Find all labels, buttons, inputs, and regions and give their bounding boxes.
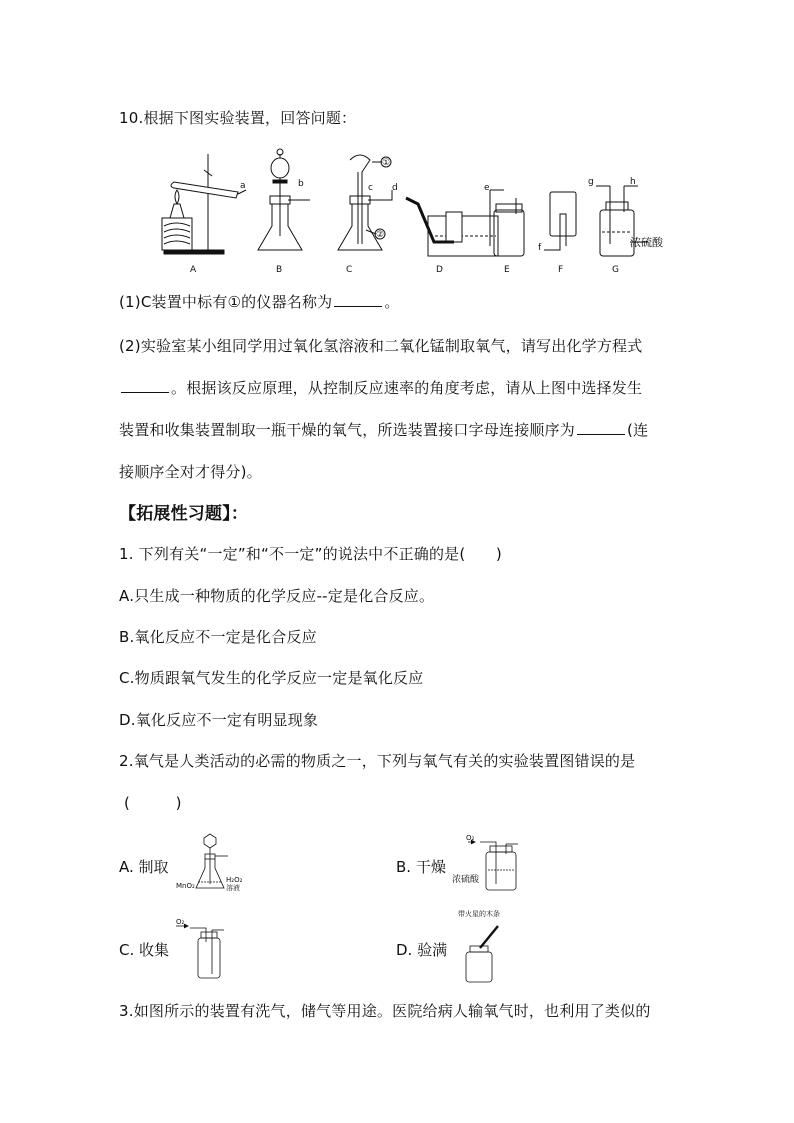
ext-q1-option-c[interactable]: C.物质跟氧气发生的化学反应一定是氧化反应: [119, 669, 424, 687]
answer-blank-3[interactable]: [577, 420, 625, 435]
q10-apparatus-figure: [160, 146, 670, 278]
q10-part2-line1: (2)实验室某小组同学用过氧化氢溶液和二氧化锰制取氧气，请写出化学方程式: [119, 337, 643, 355]
q10-part2-line2-text: 。根据该反应原理，从控制反应速率的角度考虑，请从上图中选择发生: [171, 379, 643, 397]
b-label-o2: O₂: [466, 834, 475, 842]
ext-q1-option-a[interactable]: A.只生成一种物质的化学反应--定是化合反应。: [119, 587, 435, 605]
ext-q3-stem: 3.如图所示的装置有洗气，储气等用途。医院给病人输氧气时，也利用了类似的: [119, 1002, 651, 1020]
port-b: b: [298, 179, 304, 189]
port-a: a: [240, 181, 246, 191]
q10-part2-line3-end: (连: [627, 421, 649, 439]
answer-blank-2[interactable]: [121, 378, 169, 393]
ext-q1-stem: 1. 下列有关“一定”和“不一定”的说法中不正确的是( ): [119, 545, 502, 563]
port-d: d: [392, 183, 398, 193]
g-liquid-label: 浓硫酸: [630, 236, 663, 249]
a-label-h2o2: H₂O₂: [226, 876, 243, 884]
c-label-o2: O₂: [176, 918, 185, 926]
q10-part1-text: (1)C装置中标有①的仪器名称为: [119, 293, 333, 311]
apparatus-label-c: C: [346, 265, 353, 275]
ext-q2-option-a-label[interactable]: A. 制取: [119, 858, 169, 876]
apparatus-label-a: A: [190, 265, 197, 275]
port-h: h: [630, 177, 636, 187]
ext-q2-option-c-label[interactable]: C. 收集: [119, 941, 170, 959]
q10-part2-line4: 接顺序全对才得分)。: [119, 463, 262, 481]
ext-q2-option-b-figure: [452, 830, 522, 896]
port-e: e: [484, 183, 490, 193]
a-label-solution: 溶液: [226, 884, 240, 892]
q10-part2-line2: [119, 378, 642, 398]
port-g: g: [588, 177, 594, 187]
ext-q2-option-d-figure: [452, 908, 522, 984]
q10-part2-line3-text: 装置和收集装置制取一瓶干燥的氧气，所选装置接口字母连接顺序为: [119, 421, 576, 439]
apparatus-label-f: F: [558, 265, 564, 275]
ext-q2-option-b-label[interactable]: B. 干燥: [396, 858, 446, 876]
q10-intro: 10.根据下图实验装置，回答问题：: [119, 109, 357, 127]
ext-q2-option-d-label[interactable]: D. 验满: [396, 941, 448, 959]
q10-part1: [119, 292, 400, 312]
circle-label-1: ①: [382, 158, 391, 168]
circle-label-2: ②: [376, 230, 385, 240]
d-label-splint: 带火星的木条: [458, 910, 500, 918]
section-title: 【拓展性习题】：: [119, 504, 249, 524]
apparatus-label-d: D: [436, 265, 443, 275]
apparatus-label-b: B: [276, 265, 283, 275]
b-label-acid: 浓硫酸: [452, 875, 480, 885]
port-c: c: [368, 183, 373, 193]
answer-blank-1[interactable]: [334, 292, 382, 307]
ext-q2-paren: ( ): [124, 794, 182, 812]
ext-q2-option-a-figure: [176, 832, 256, 894]
ext-q1-option-d[interactable]: D.氧化反应不一定有明显现象: [119, 711, 319, 729]
apparatus-label-e: E: [504, 265, 510, 275]
ext-q2-stem: 2.氧气是人类活动的必需的物质之一，下列与氧气有关的实验装置图错误的是: [119, 752, 636, 770]
port-f: f: [538, 243, 542, 253]
q10-part1-end: 。: [384, 293, 400, 311]
apparatus-label-g: G: [612, 265, 619, 275]
ext-q1-option-b[interactable]: B.氧化反应不一定是化合反应: [119, 628, 317, 646]
q10-part2-line3: [119, 420, 648, 440]
ext-q2-option-c-figure: [176, 914, 236, 982]
a-label-mno2: MnO₂: [176, 882, 195, 890]
